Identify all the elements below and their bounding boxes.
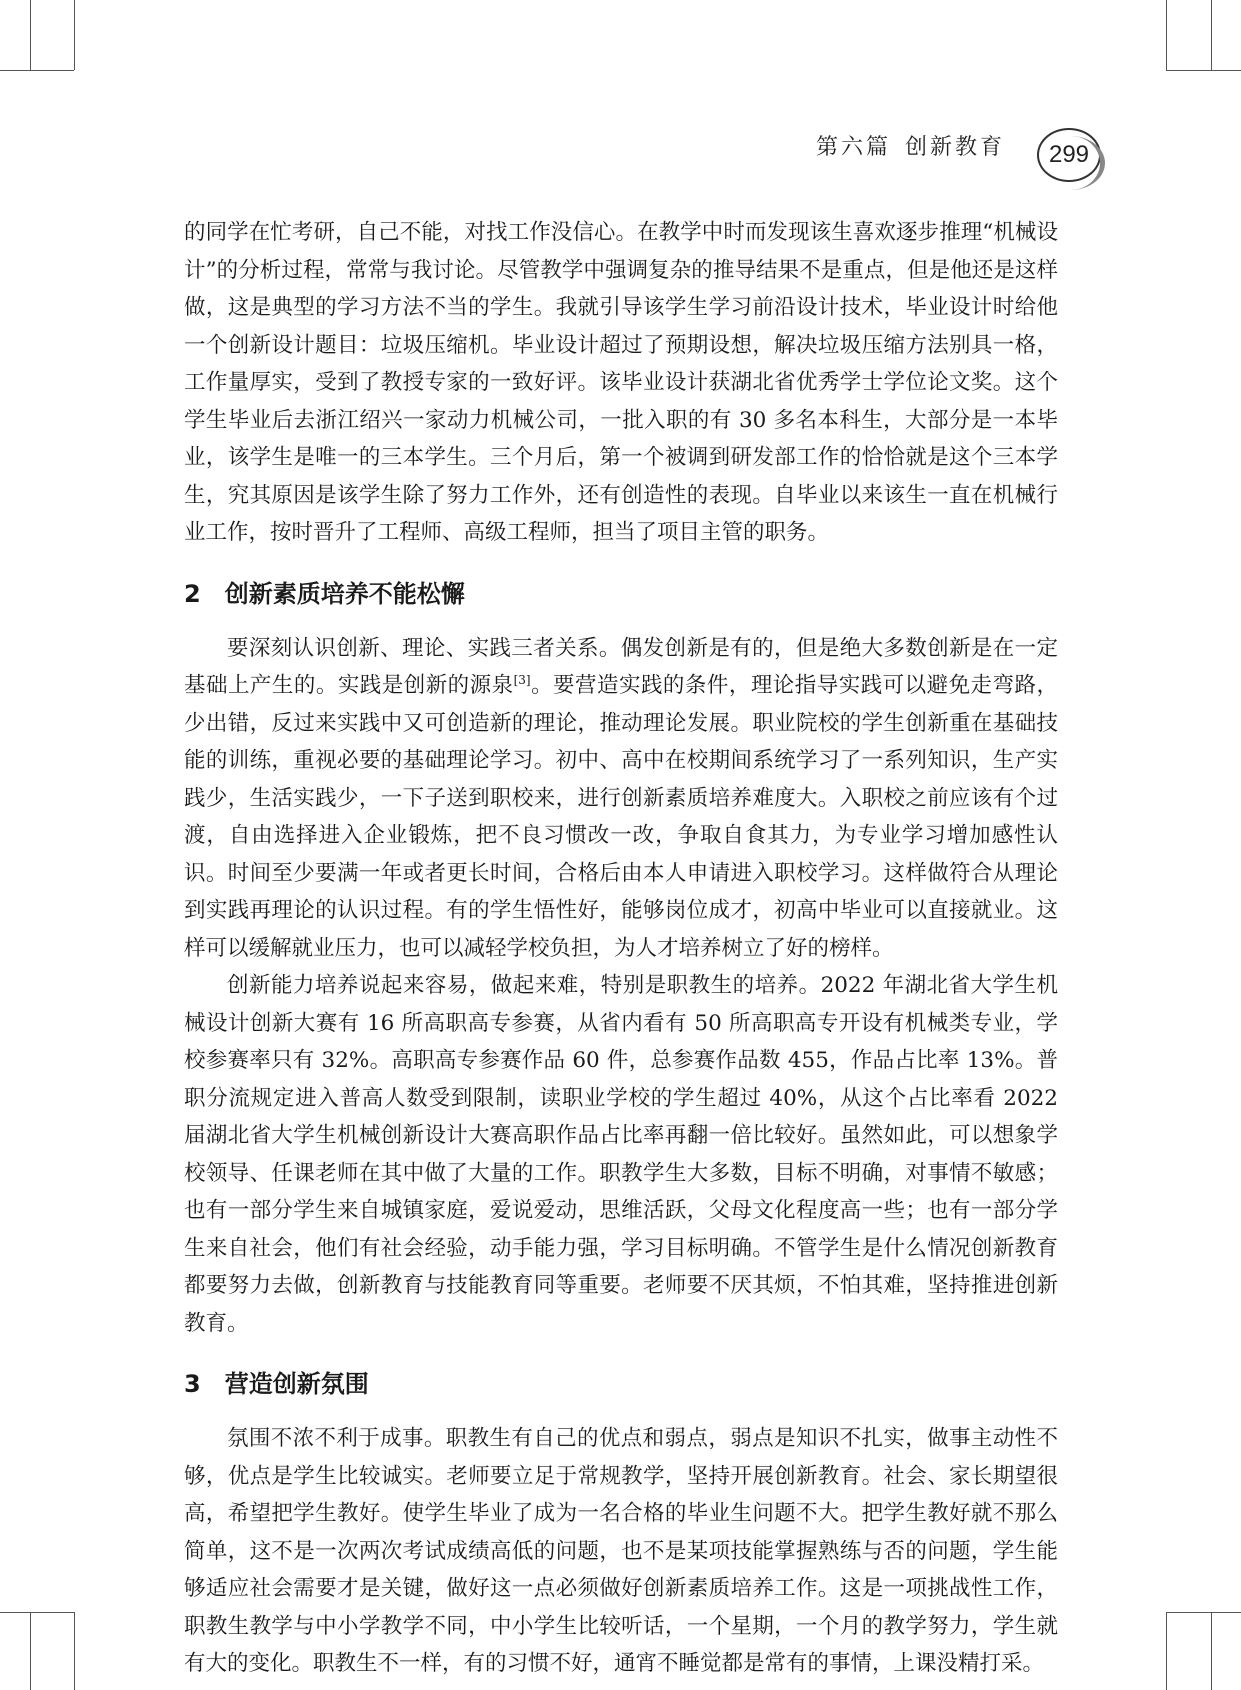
crop-mark bbox=[1166, 1612, 1167, 1690]
crop-mark bbox=[0, 1612, 74, 1613]
heading-number: 3 bbox=[184, 1370, 201, 1398]
heading-number: 2 bbox=[184, 579, 201, 608]
paragraph: 的同学在忙考研，自己不能，对找工作没信心。在教学中时而发现该生喜欢逐步推理“机械设计”的分析过程，常常与我讨论。尽管教学中强调复杂的推导结果不是重点，但是他还是这样做，这是典型的学习方法不当的学生。我就引导该学生学习前沿设计技术，毕业设计时给他一个创新设计题目：垃圾压缩机。毕业设计超过了预期设想，解决垃圾压缩方法别具一格，工作量厚实，受到了教授专家的一致好评。该毕业设计获湖北省优秀学士学位论文奖。这个学生毕业后去浙江绍兴一家动力机械公司，一批入职的有 30 多名本科生，大部分是一本毕业，该学生是唯一的三本学生。三个月后，第一个被调到研发部工作的恰恰就是这个三本学生，究其原因是该学生除了努力工作外，还有创造性的表现。自毕业以来该生一直在机械行业工作，按时晋升了工程师、高级工程师，担当了项目主管的职务。 bbox=[184, 220, 1058, 545]
paragraph bbox=[184, 630, 1058, 968]
heading-title: 创新素质培养不能松懈 bbox=[224, 579, 465, 608]
crop-mark bbox=[1211, 0, 1212, 70]
crop-mark bbox=[0, 70, 74, 71]
heading-title: 营造创新氛围 bbox=[224, 1370, 369, 1398]
paragraph-text: 要深刻认识创新、理论、实践三者关系。偶发创新是有的，但是绝大多数创新是在一定基础上产生的。实践是创新的源泉 bbox=[184, 635, 1058, 698]
running-head bbox=[816, 130, 1019, 161]
crop-mark bbox=[30, 1612, 31, 1690]
page-body bbox=[184, 214, 1058, 1683]
paragraph: 创新能力培养说起来容易，做起来难，特别是职教生的培养。2022 年湖北省大学生机械设计创新大赛有 16 所高职高专参赛，从省内看有 50 所高职高专开设有机械类专业，学校参赛率只有 32%。高职高专参赛作品 60 件，总参赛作品数 455，作品占比率 13%。普职分流规定进入普高人数受到限制，读职业学校的学生超过 40%，从这个占比率看 2022 届湖北省大学生机械创新设计大赛高职作品占比率再翻一倍比较好。虽然如此，可以想象学校领导、任课老师在其中做了大量的工作。职教学生大多数，目标不明确，对事情不敏感；也有一部分学生来自城镇家庭，爱说爱动，思维活跃，父母文化程度高一些；也有一部分学生来自社会，他们有社会经验，动手能力强，学习目标明确。不管学生是什么情况创新教育都要努力去做，创新教育与技能教育同等重要。老师要不厌其烦，不怕其难，坚持推进创新教育。 bbox=[184, 973, 1058, 1336]
page-number: 299 bbox=[1037, 128, 1101, 182]
crop-mark bbox=[1166, 0, 1167, 70]
crop-mark bbox=[1166, 70, 1241, 71]
section-heading bbox=[184, 576, 1058, 612]
crop-mark bbox=[74, 1612, 75, 1690]
citation-ref: [3] bbox=[513, 672, 531, 687]
crop-mark bbox=[1211, 1612, 1212, 1690]
section-label: 第六篇 bbox=[815, 135, 891, 160]
chapter-label: 创新教育 bbox=[904, 135, 1005, 160]
section-heading bbox=[184, 1366, 1058, 1402]
crop-mark bbox=[1166, 1612, 1241, 1613]
crop-mark bbox=[30, 0, 31, 70]
paragraph-text: 。要营造实践的条件，理论指导实践可以避免走弯路，少出错，反过来实践中又可创造新的理论，推动理论发展。职业院校的学生创新重在基础技能的训练，重视必要的基础理论学习。初中、高中在校期间系统学习了一系列知识，生产实践少，生活实践少，一下子送到职校来，进行创新素质培养难度大。入职校之前应该有个过渡，自由选择进入企业锻炼，把不良习惯改一改，争取自食其力，为专业学习增加感性认识。时间至少要满一年或者更长时间，合格后由本人申请进入职校学习。这样做符合从理论到实践再理论的认识过程。有的学生悟性好，能够岗位成才，初高中毕业可以直接就业。这样可以缓解就业压力，也可以减轻学校负担，为人才培养树立了好的榜样。 bbox=[184, 673, 1058, 961]
paragraph: 氛围不浓不利于成事。职教生有自己的优点和弱点，弱点是知识不扎实，做事主动性不够，优点是学生比较诚实。老师要立足于常规教学，坚持开展创新教育。社会、家长期望很高，希望把学生教好。使学生毕业了成为一名合格的毕业生问题不大。把学生教好就不那么简单，这不是一次两次考试成绩高低的问题，也不是某项技能掌握熟练与否的问题，学生能够适应社会需要才是关键，做好这一点必须做好创新素质培养工作。这是一项挑战性工作，职教生教学与中小学教学不同，中小学生比较听话，一个星期，一个月的教学努力，学生就有大的变化。职教生不一样，有的习惯不好，通宵不睡觉都是常有的事情，上课没精打采。 bbox=[184, 1426, 1058, 1676]
crop-mark bbox=[74, 0, 75, 70]
